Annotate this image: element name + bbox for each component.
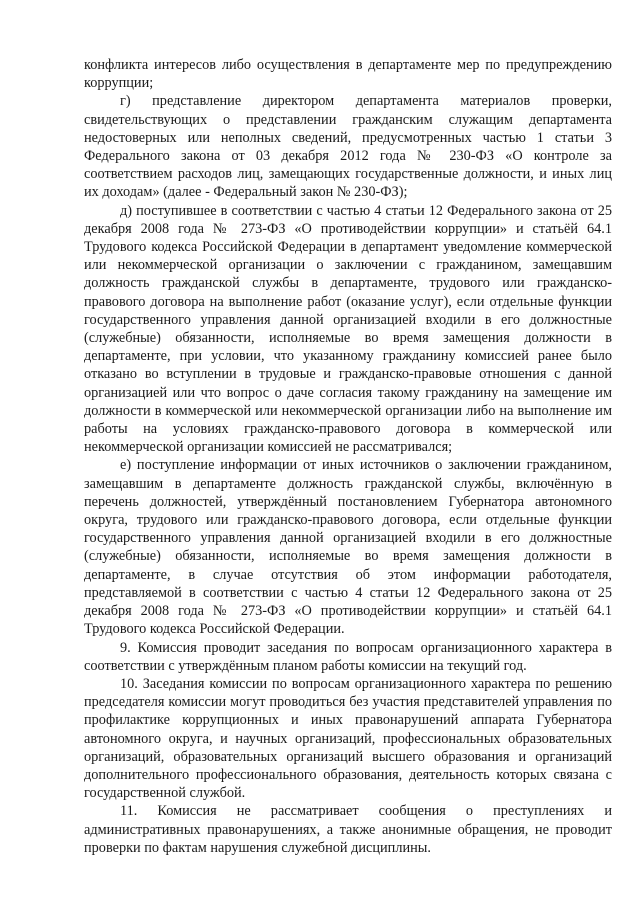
paragraph-item-d: д) поступившее в соответствии с частью 4 статьи 12 Федерального закона от 25 декабря 2008 года № 273-ФЗ «О противодействии коррупции» и статьёй 64.1 Трудового кодекса Российской Федерации в департамент уведомление коммерческой или некоммерческой организации о заключении с гражданином, замещавшим должность гражданской службы в департаменте, трудового или гражданско-правового договора на выполнение работ (оказание услуг), если отдельные функции государственного управления данной организацией входили в его должностные (служебные) обязанности, исполняемые во время замещения должности в департаменте, при условии, что указанному гражданину комиссией ранее было отказано во вступлении в трудовые и гражданско-правовые отношения с данной организацией или что вопрос о даче согласия такому гражданину на замещение им должности в коммерческой или некоммерческой организации либо на выполнение им работы на условиях гражданско-правового договора в коммерческой или некоммерческой организации комиссией не рассматривался;	[84, 202, 612, 456]
paragraph-conflict-of-interest-end: конфликта интересов либо осуществления в департаменте мер по предупреждению коррупции;	[84, 57, 612, 92]
paragraph-item-e: е) поступление информации от иных источников о заключении гражданином, замещавшим в департаменте должность гражданской службы, включённую в перечень должностей, утверждённый постановлением Губернатора автономного округа, трудового или гражданско-правового договора, если отдельные функции государственного управления данной организацией входили в его должностные (служебные) обязанности, исполняемые во время замещения должности в департаменте, в случае отсутствия об этом информации работодателя, представляемой в соответствии с частью 4 статьи 12 Федерального закона от 25 декабря 2008 года № 273-ФЗ «О противодействии коррупции» и статьёй 64.1 Трудового кодекса Российской Федерации.	[84, 457, 612, 638]
paragraph-item-11: 11. Комиссия не рассматривает сообщения о преступлениях и административных правонарушениях, а также анонимные обращения, не проводит проверки по фактам нарушения служебной дисциплины.	[84, 803, 612, 856]
paragraph-item-9: 9. Комиссия проводит заседания по вопросам организационного характера в соответствии с утверждённым планом работы комиссии на текущий год.	[84, 639, 612, 674]
paragraph-item-10: 10. Заседания комиссии по вопросам организационного характера по решению председателя комиссии могут проводиться без участия представителей управления по профилактике коррупционных и иных правонарушений аппарата Губернатора автономного округа, и научных организаций, профессиональных образовательных организаций, образовательных организаций высшего образования и организаций дополнительного профессионального образования, деятельность которых связана с государственной службой.	[84, 675, 612, 802]
paragraph-item-g: г) представление директором департамента материалов проверки, свидетельствующих о представлении гражданским служащим департамента недостоверных или неполных сведений, предусмотренных частью 1 статьи 3 Федерального закона от 03 декабря 2012 года № 230-ФЗ «О контроле за соответствием расходов лиц, замещающих государственные должности, и иных лиц их доходам» (далее - Федеральный закон № 230-ФЗ);	[84, 93, 612, 201]
